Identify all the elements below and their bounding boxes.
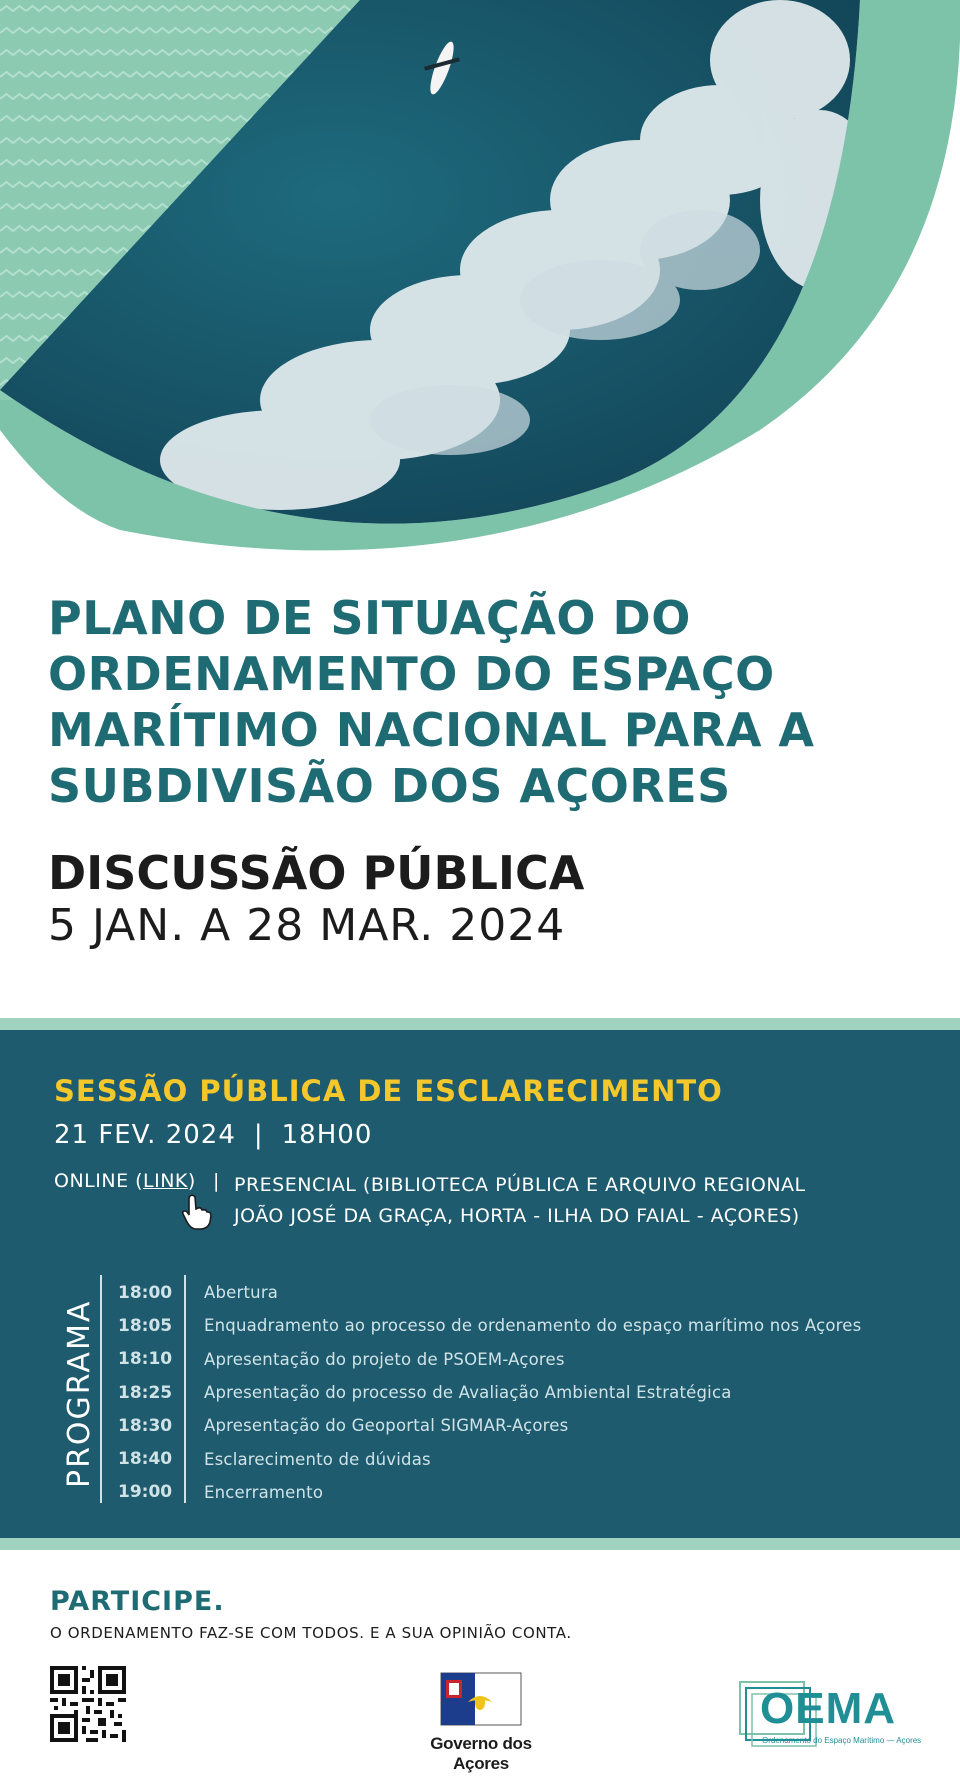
schedule-item: Apresentação do projeto de PSOEM-Açores bbox=[204, 1349, 565, 1369]
schedule-item: Esclarecimento de dúvidas bbox=[204, 1449, 431, 1469]
oema-wordmark: OEMA bbox=[760, 1684, 896, 1733]
schedule-time: 18:05 bbox=[118, 1315, 173, 1336]
venue-line: PRESENCIAL (BIBLIOTECA PÚBLICA E ARQUIVO REGIONAL bbox=[234, 1174, 806, 1196]
schedule-time: 18:30 bbox=[118, 1415, 173, 1436]
programa-schedule bbox=[118, 1276, 861, 1509]
hero-ocean-image bbox=[0, 0, 960, 560]
venue-info bbox=[234, 1170, 914, 1232]
tagline: O ORDENAMENTO FAZ-SE COM TODOS. E A SUA OPINIÃO CONTA. bbox=[50, 1624, 572, 1642]
title-line: MARÍTIMO NACIONAL PARA A bbox=[48, 703, 815, 757]
schedule-time: 18:10 bbox=[118, 1349, 173, 1370]
online-suffix: ) bbox=[187, 1170, 196, 1192]
title-block bbox=[48, 590, 928, 952]
venue-separator: | bbox=[213, 1170, 220, 1192]
schedule-row bbox=[118, 1376, 861, 1409]
schedule-row bbox=[118, 1442, 861, 1475]
session-date: 21 FEV. 2024 bbox=[54, 1120, 236, 1150]
azores-flag-icon bbox=[440, 1672, 522, 1726]
schedule-row bbox=[118, 1343, 861, 1376]
main-title bbox=[48, 590, 928, 814]
schedule-time: 18:25 bbox=[118, 1382, 173, 1403]
participe-heading: PARTICIPE. bbox=[50, 1586, 225, 1617]
schedule-item: Apresentação do Geoportal SIGMAR-Açores bbox=[204, 1416, 569, 1436]
schedule-item: Enquadramento ao processo de ordenamento do espaço marítimo nos Açores bbox=[204, 1316, 862, 1336]
session-title: SESSÃO PÚBLICA DE ESCLARECIMENTO bbox=[54, 1074, 723, 1108]
qr-code-icon[interactable] bbox=[50, 1666, 126, 1746]
venue-line: JOÃO JOSÉ DA GRAÇA, HORTA - ILHA DO FAIAL - AÇORES) bbox=[234, 1205, 800, 1227]
oema-logo bbox=[738, 1678, 922, 1754]
schedule-row bbox=[118, 1309, 861, 1342]
schedule-time: 18:40 bbox=[118, 1449, 173, 1470]
oema-subtitle: Ordenamento do Espaço Marítimo — Açores bbox=[762, 1736, 922, 1745]
discussion-heading: DISCUSSÃO PÚBLICA bbox=[48, 846, 585, 900]
governo-acores-logo bbox=[406, 1672, 556, 1774]
schedule-time: 18:00 bbox=[118, 1282, 173, 1303]
schedule-row bbox=[118, 1476, 861, 1509]
online-info bbox=[54, 1170, 196, 1192]
discussion-dates: 5 JAN. A 28 MAR. 2024 bbox=[48, 900, 566, 951]
divider bbox=[100, 1275, 102, 1503]
online-prefix: ONLINE ( bbox=[54, 1170, 144, 1192]
divider-stripe bbox=[0, 1018, 960, 1030]
gov-label: Governo dos Açores bbox=[430, 1734, 532, 1773]
divider-stripe bbox=[0, 1538, 960, 1550]
session-datetime bbox=[54, 1120, 372, 1150]
separator: | bbox=[253, 1120, 264, 1150]
schedule-time: 19:00 bbox=[118, 1482, 173, 1503]
title-line: ORDENAMENTO DO ESPAÇO bbox=[48, 647, 775, 701]
schedule-item: Abertura bbox=[204, 1283, 279, 1303]
programa-label: PROGRAMA bbox=[62, 1299, 97, 1488]
schedule-row bbox=[118, 1409, 861, 1442]
session-time: 18H00 bbox=[281, 1120, 373, 1150]
schedule-row bbox=[118, 1276, 861, 1309]
title-line: PLANO DE SITUAÇÃO DO bbox=[48, 591, 691, 645]
schedule-item: Encerramento bbox=[204, 1482, 324, 1502]
hand-pointer-icon bbox=[178, 1192, 218, 1236]
online-link[interactable]: LINK bbox=[143, 1170, 188, 1192]
schedule-item: Apresentação do processo de Avaliação Ambiental Estratégica bbox=[204, 1383, 732, 1403]
title-line: SUBDIVISÃO DOS AÇORES bbox=[48, 759, 731, 813]
